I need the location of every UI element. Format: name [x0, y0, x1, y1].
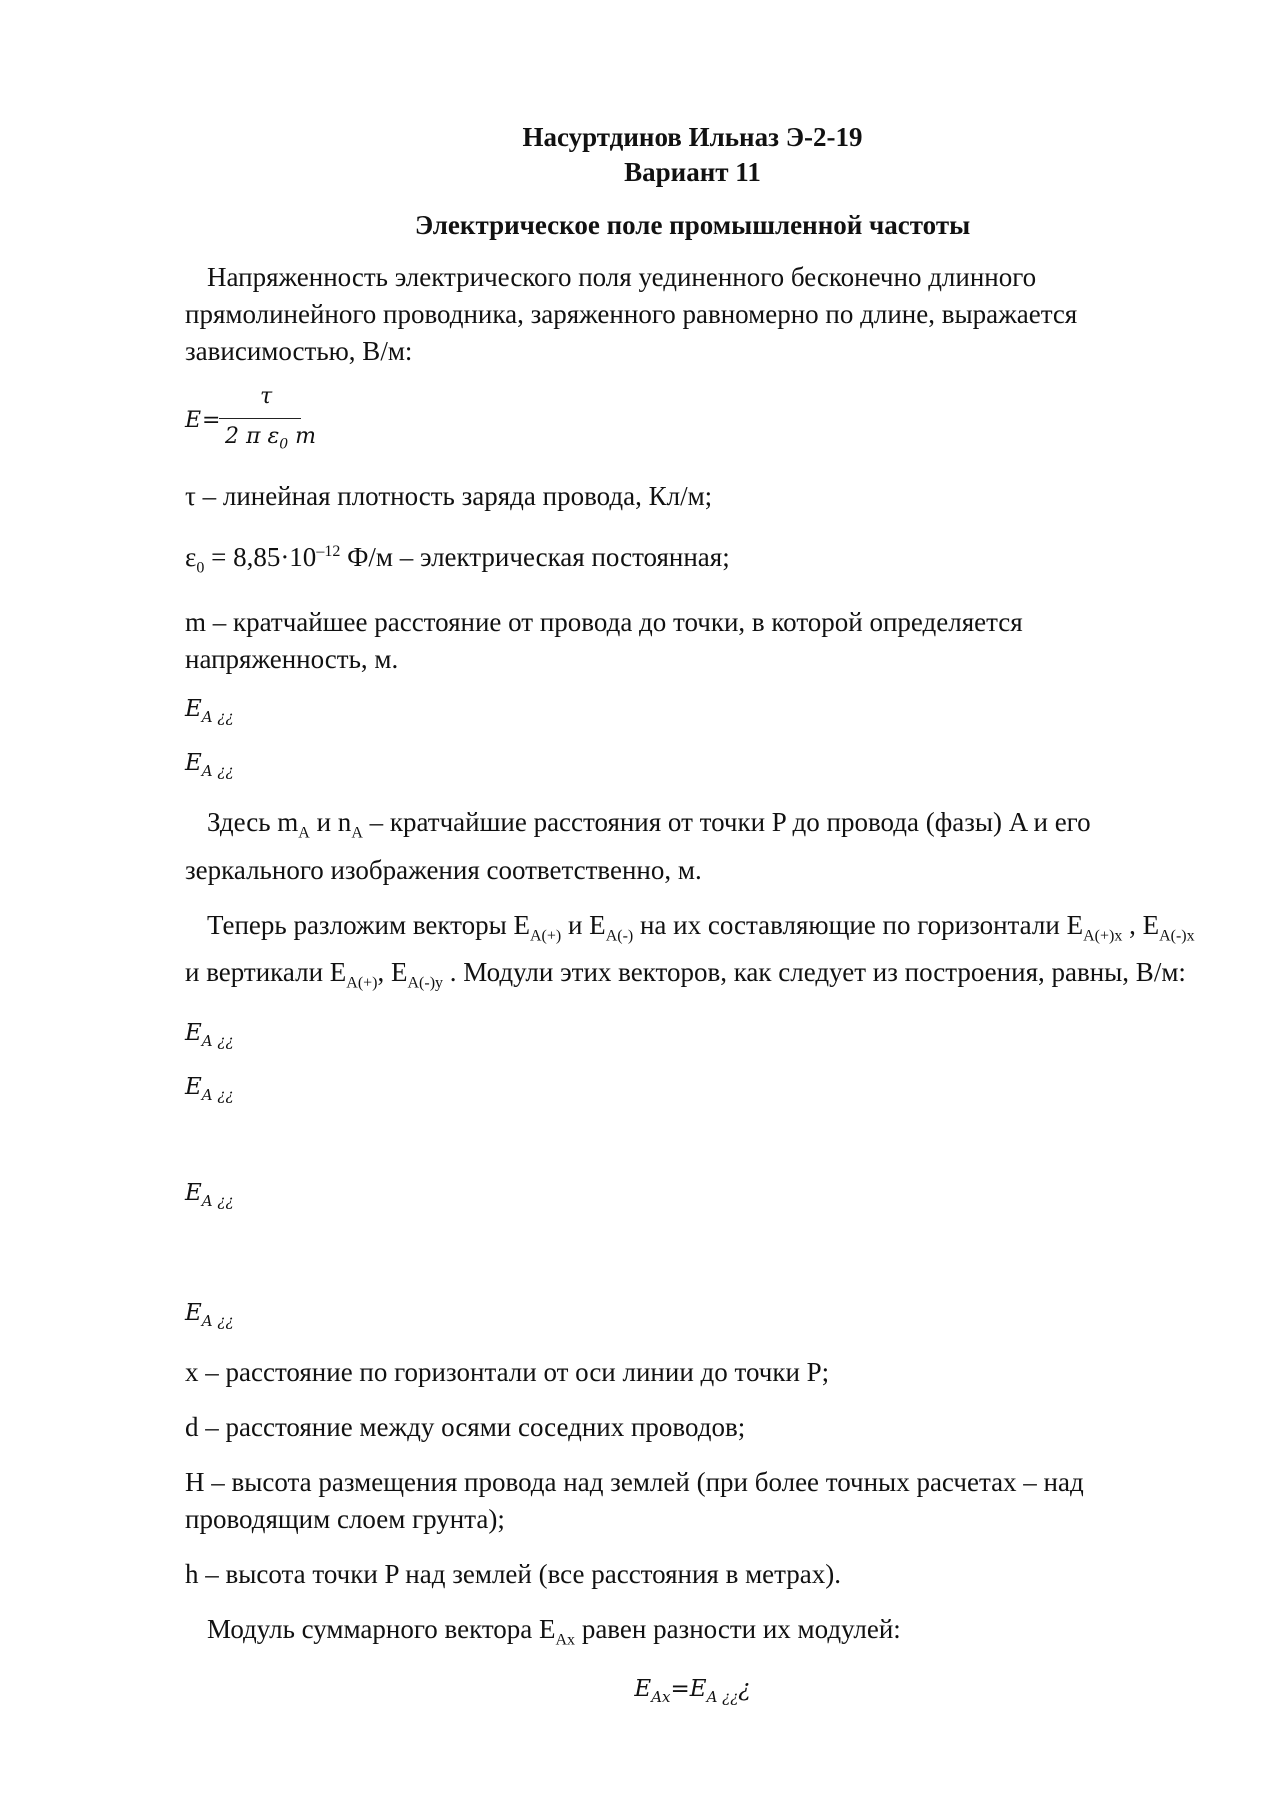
decompose-paragraph: Теперь разложим векторы $E_{A(+)}$ и $E_{A(-)}$ на их составляющие по горизонтали $E_{A(+)x}$ , $E_{A(-)x}$ и вертикали $E_{A(+)}$, $E_{A(-)y}$ . Модули этих векторов, как следует из построения, равны, В/м: [185, 909, 1195, 992]
formula-main [185, 384, 1200, 458]
document-page [185, 120, 1200, 1706]
broken-equation-3: $E_{A ¿¿}$ [185, 1019, 234, 1050]
broken-equation-4: $E_{A ¿¿}$ [185, 1073, 234, 1104]
intro-paragraph: Напряженность электрического поля уединенного бесконечно длинного прямолинейного проводника, заряженного равномерно по длине, выражается зависимостью, В/м: [185, 262, 1078, 366]
var-d: d – расстояние между осями соседних проводов; [185, 1411, 746, 1442]
def-eps0: $\varepsilon_0 = 8,85\cdot 10^{-12}$ Ф/м – электрическая постоянная; [185, 542, 730, 577]
sum-paragraph: Модуль суммарного вектора $E_{Ax}$ равен разности их модулей: [207, 1613, 901, 1648]
here-paragraph: Здесь $m_A$ и $n_A$ – кратчайшие расстояния от точки P до провода (фазы) A и его зеркального изображения соответственно, м. [185, 807, 1091, 885]
formula-denominator: 2 π $\varepsilon_0$ m [225, 424, 317, 453]
section-title: Электрическое поле промышленной частоты [414, 210, 971, 240]
def-m: m – кратчайшее расстояние от провода до точки, в которой определяется напряженность, м. [185, 607, 1023, 675]
def-tau: τ – линейная плотность заряда провода, Кл/м; [185, 481, 713, 511]
final-equation: $E_{Ax}=E_{A ¿¿}¿$ [634, 1675, 751, 1706]
broken-equation-2: $E_{A ¿¿}$ [185, 750, 234, 781]
author-heading: Насуртдинов Ильназ Э-2-19 [522, 122, 863, 152]
var-H: H – высота размещения провода над землей (при более точных расчетах – над проводящим слоем грунта); [185, 1466, 1084, 1534]
broken-equation-1: $E_{A ¿¿}$ [185, 696, 234, 727]
broken-equation-5: $E_{A ¿¿}$ [185, 1179, 234, 1210]
broken-equation-6: $E_{A ¿¿}$ [185, 1299, 234, 1330]
fraction-bar [219, 418, 301, 419]
variant-heading: Вариант 11 [624, 157, 761, 187]
formula-equals: = [202, 408, 221, 433]
formula-lhs: E [185, 408, 202, 433]
var-x: x – расстояние по горизонтали от оси линии до точки P; [185, 1356, 830, 1387]
formula-numerator: τ [260, 384, 273, 409]
var-h: h – высота точки P над землей (все расстояния в метрах). [185, 1558, 842, 1589]
